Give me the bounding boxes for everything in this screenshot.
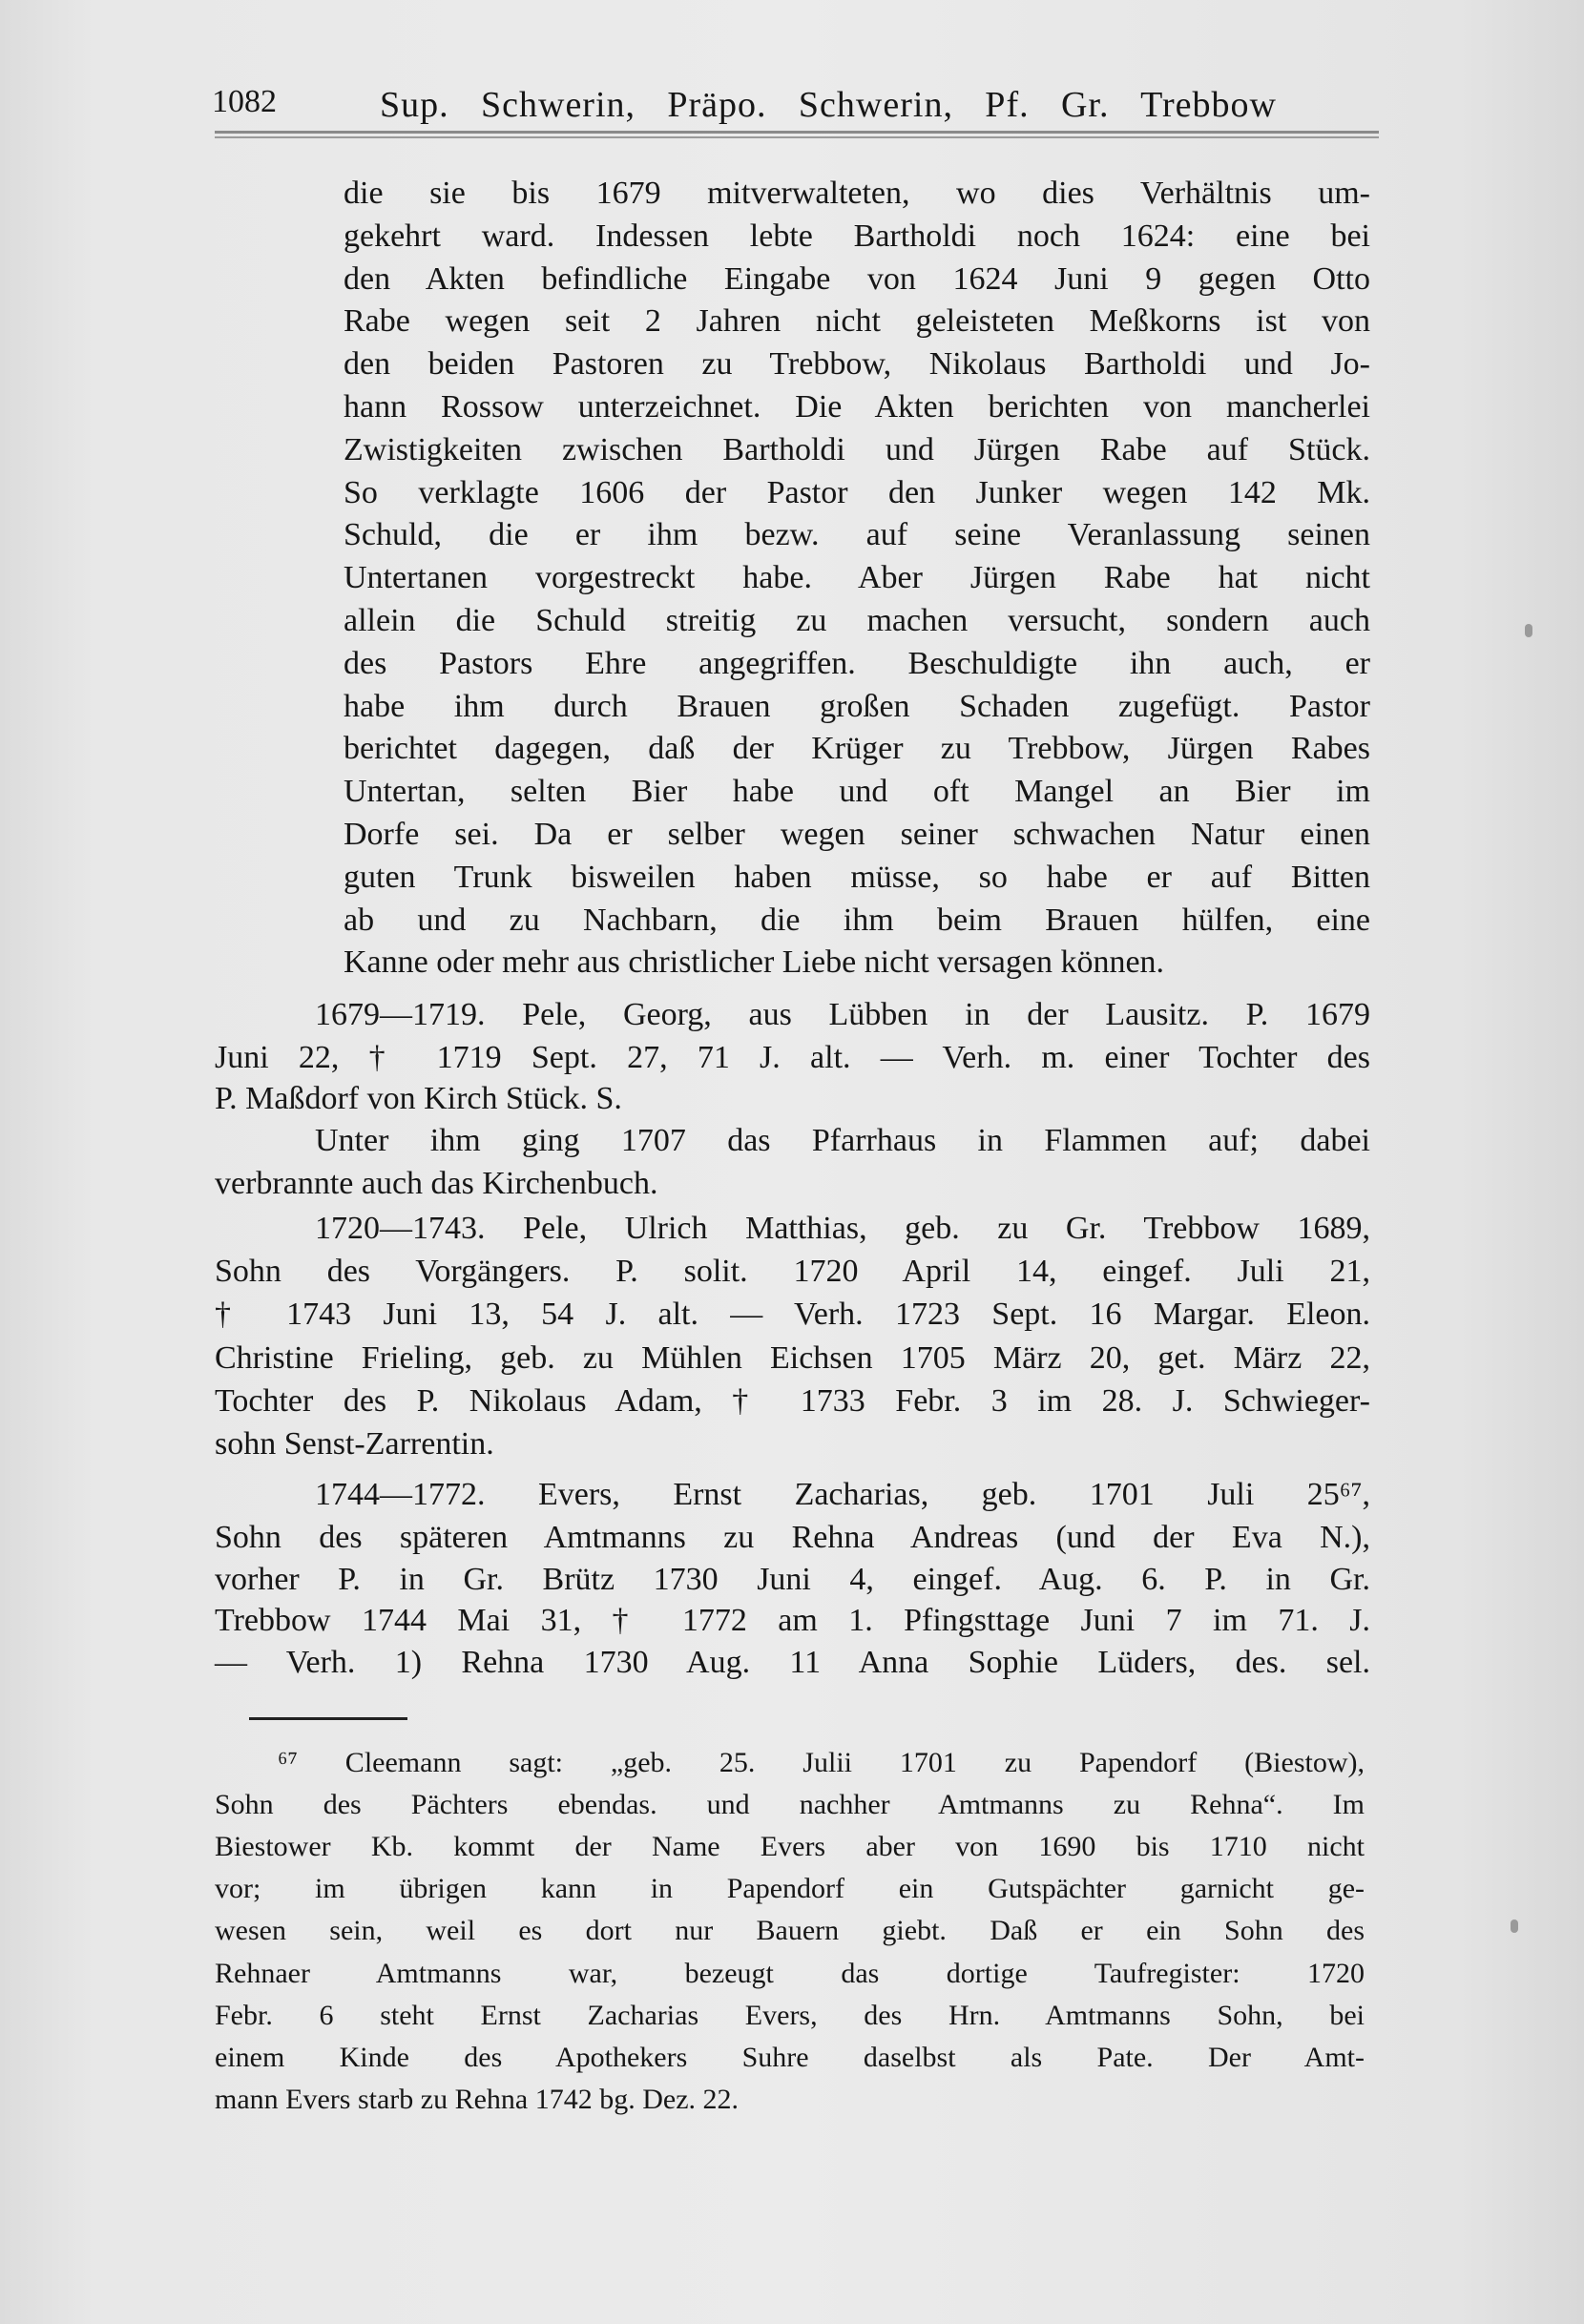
text-line: die sie bis 1679 mitverwalteten, wo dies Verhältnis um- [344,176,1370,211]
entry-pele-georg-line: P. Maßdorf von Kirch Stück. S. [215,1081,622,1116]
entry-pele-ulrich-line: Sohn des Vorgängers. P. solit. 1720 April 14, eingef. Juli 21, [215,1254,1370,1289]
entry-pele-ulrich-line: Tochter des P. Nikolaus Adam, † 1733 Febr. 3 im 28. J. Schwieger- [215,1383,1370,1419]
entry-note-fire-line: verbrannte auch das Kirchenbuch. [215,1166,658,1201]
entry-pele-ulrich-line: Christine Frieling, geb. zu Mühlen Eichsen 1705 März 20, get. März 22, [215,1340,1370,1376]
footnote-line: einem Kinde des Apothekers Suhre daselbst als Pate. Der Amt- [215,2041,1365,2073]
text-line: So verklagte 1606 der Pastor den Junker wegen 142 Mk. [344,474,1370,510]
text-line: Untertan, selten Bier habe und oft Mangel an Bier im [344,774,1370,810]
footnote-line: wesen sein, weil es dort nur Bauern giebt. Daß er ein Sohn des [215,1915,1365,1947]
entry-evers-line: Trebbow 1744 Mai 31, † 1772 am 1. Pfingsttage Juni 7 im 71. J. [215,1603,1370,1638]
header-rule-secondary [215,136,1379,138]
scan-mark [1511,1919,1518,1933]
footnote-line: Sohn des Pächters ebendas. und nachher Amtmanns zu Rehna“. Im [215,1789,1365,1821]
text-line: Zwistigkeiten zwischen Bartholdi und Jürgen Rabe auf Stück. [344,431,1370,467]
footnote-separator [249,1717,407,1720]
text-line: Untertanen vorgestreckt habe. Aber Jürgen Rabe hat nicht [344,560,1370,596]
entry-pele-georg-line: 1679—1719. Pele, Georg, aus Lübben in der Lausitz. P. 1679 [315,997,1370,1032]
text-line: Dorfe sei. Da er selber wegen seiner schwachen Natur einen [344,817,1370,852]
text-line: habe ihm durch Brauen großen Schaden zugefügt. Pastor [344,688,1370,724]
entry-note-fire-line: Unter ihm ging 1707 das Pfarrhaus in Flammen auf; dabei [315,1123,1370,1158]
footnote-line: ⁶⁷ Cleemann sagt: „geb. 25. Julii 1701 zu Papendorf (Biestow), [278,1747,1365,1778]
page-number: 1082 [212,84,277,119]
footnote-line: Biestower Kb. kommt der Name Evers aber von 1690 bis 1710 nicht [215,1831,1365,1863]
text-line: den Akten befindliche Eingabe von 1624 Juni 9 gegen Otto [344,260,1370,297]
entry-evers-line: Sohn des späteren Amtmanns zu Rehna Andreas (und der Eva N.), [215,1520,1370,1555]
entry-evers-line: — Verh. 1) Rehna 1730 Aug. 11 Anna Sophie Lüders, des. sel. [215,1645,1370,1680]
text-line: Kanne oder mehr aus christlicher Liebe nicht versagen können. [344,944,1165,981]
entry-evers-line: 1744—1772. Evers, Ernst Zacharias, geb. 1701 Juli 25⁶⁷, [315,1477,1370,1512]
text-line: allein die Schuld streitig zu machen versucht, sondern auch [344,603,1370,638]
entry-pele-georg-line: Juni 22, † 1719 Sept. 27, 71 J. alt. — Verh. m. einer Tochter des [215,1040,1370,1075]
footnote-line: Rehnaer Amtmanns war, bezeugt das dortige Taufregister: 1720 [215,1957,1365,1989]
entry-evers-line: vorher P. in Gr. Brütz 1730 Juni 4, eingef. Aug. 6. P. in Gr. [215,1562,1370,1597]
footnote-line: mann Evers starb zu Rehna 1742 bg. Dez. 22. [215,2083,740,2115]
entry-pele-ulrich-line: sohn Senst-Zarrentin. [215,1426,494,1462]
text-line: hann Rossow unterzeichnet. Die Akten berichten von mancherlei [344,389,1370,425]
text-line: den beiden Pastoren zu Trebbow, Nikolaus Bartholdi und Jo- [344,346,1370,383]
header-rule [215,131,1379,134]
entry-pele-ulrich-line: † 1743 Juni 13, 54 J. alt. — Verh. 1723 Sept. 16 Margar. Eleon. [215,1297,1370,1332]
footnote-line: vor; im übrigen kann in Papendorf ein Gutspächter garnicht ge- [215,1873,1365,1905]
running-title: Sup. Schwerin, Präpo. Schwerin, Pf. Gr. Trebbow [380,85,1277,125]
footnote-line: Febr. 6 steht Ernst Zacharias Evers, des Hrn. Amtmanns Sohn, bei [215,1999,1365,2031]
text-line: berichtet dagegen, daß der Krüger zu Trebbow, Jürgen Rabes [344,731,1370,767]
text-line: guten Trunk bisweilen haben müsse, so habe er auf Bitten [344,859,1370,895]
text-line: Rabe wegen seit 2 Jahren nicht geleisteten Meßkorns ist von [344,303,1370,340]
text-line: gekehrt ward. Indessen lebte Bartholdi noch 1624: eine bei [344,218,1370,254]
text-line: des Pastors Ehre angegriffen. Beschuldigte ihn auch, er [344,645,1370,681]
scan-mark [1525,624,1532,637]
entry-pele-ulrich-line: 1720—1743. Pele, Ulrich Matthias, geb. zu Gr. Trebbow 1689, [315,1211,1370,1246]
text-line: ab und zu Nachbarn, die ihm beim Brauen hülfen, eine [344,902,1370,938]
text-line: Schuld, die er ihm bezw. auf seine Veranlassung seinen [344,517,1370,553]
